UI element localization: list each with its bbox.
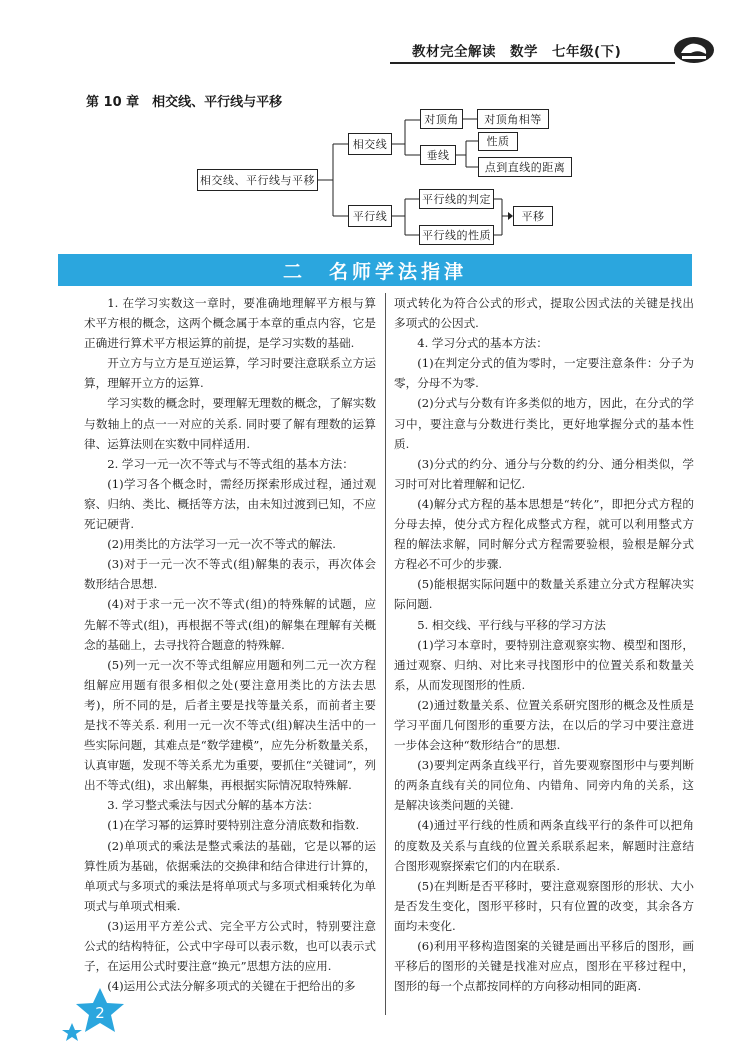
concept-translation: 平移 <box>513 206 553 226</box>
paragraph: (3)要判定两条直线平行，首先要观察图形中与要判断的两条直线有关的同位角、内错角、同旁内角的关系，这是解决该类问题的关键. <box>394 758 694 813</box>
paragraph: 5. 相交线、平行线与平移的学习方法 <box>417 617 606 632</box>
concept-vertical-angles-equal: 对顶角相等 <box>477 109 549 129</box>
paragraph: 1. 在学习实数这一章时，要准确地理解平方根与算术平方根的概念，这两个概念属于本章的重点内容，它是正确进行算术平方根运算的前提，是学习实数的基础. <box>84 296 376 351</box>
right-text-column <box>394 293 694 996</box>
concept-intersecting-lines: 相交线 <box>348 133 392 155</box>
page-number-star-icon <box>58 985 138 1045</box>
paragraph: (4)通过平行线的性质和两条直线平行的条件可以把角的度数及关系与直线的位置关系联系起来，解题时注意结合图形观察探索它们的内在联系. <box>394 818 694 873</box>
paragraph: (5)在判断是否平移时，要注意观察图形的形状、大小是否发生变化，图形平移时，只有位置的改变，其余各方面均未变化. <box>394 878 694 933</box>
paragraph: (1)在学习幂的运算时要特别注意分清底数和指数. <box>107 818 360 833</box>
paragraph: (3)分式的约分、通分与分数的约分、通分相类似，学习时可对比着理解和记忆. <box>394 456 694 491</box>
paragraph: 4. 学习分式的基本方法： <box>417 336 548 351</box>
paragraph: 开立方与立方是互逆运算，学习时要注意联系立方运算，理解开立方的运算. <box>84 356 376 391</box>
concept-parallel-lines: 平行线 <box>348 205 392 227</box>
concept-perpendicular: 垂线 <box>420 145 456 165</box>
paragraph: (5)能根据实际问题中的数量关系建立分式方程解决实际问题. <box>394 577 694 612</box>
paragraph: 项式转化为符合公式的形式，提取公因式法的关键是找出多项式的公因式. <box>394 296 694 331</box>
paragraph: (1)学习本章时，要特别注意观察实物、模型和图形，通过观察、归纳、对比来寻找图形中的位置关系和数量关系，从而发现图形的性质. <box>394 637 694 692</box>
paragraph: (4)运用公式法分解多项式的关键在于把给出的多 <box>107 979 356 994</box>
concept-point-line-distance: 点到直线的距离 <box>478 157 572 177</box>
left-text-column <box>84 293 376 996</box>
paragraph: (2)用类比的方法学习一元一次不等式的解法. <box>107 537 336 552</box>
concept-root: 相交线、平行线与平移 <box>197 169 318 191</box>
paragraph: 学习实数的概念时，要理解无理数的概念，了解实数与数轴上的点一一对应的关系. 同时要了解有理数的运算律、运算法则在实数中同样适用. <box>84 396 376 451</box>
concept-property: 性质 <box>478 132 518 151</box>
paragraph: (1)在判定分式的值为零时，一定要注意条件：分子为零，分母不为零. <box>394 356 694 391</box>
paragraph: (2)单项式的乘法是整式乘法的基础，它是以幂的运算性质为基础，依据乘法的交换律和结合律进行计算的，单项式与多项式的乘法是将单项式与多项式相乘转化为单项式与单项式相乘. <box>84 838 376 913</box>
paragraph: (1)学习各个概念时，需经历探索形成过程，通过观察、归纳、类比、概括等方法，由未知过渡到已知，不应死记硬背. <box>84 476 376 532</box>
paragraph: (2)通过数量关系、位置关系研究图形的概念及性质是学习平面几何图形的重要方法，在以后的学习中要注意进一步体会这种“数形结合”的思想. <box>394 697 694 753</box>
paragraph: (5)列一元一次不等式组解应用题和列二元一次方程组解应用题有很多相似之处(要注意用类比的方法去思考)，所不同的是，后者主要是找等量关系，而前者主要是找不等关系. 利用一元一次不等式(组)解决生活中的一些实际问题，其难点是“数学建模”，应先分析数量关系，认真审题，发现不等关系尤为重要，要抓住“关键词”，列出不等式(组)，求出解集，再根据实际情况取特殊解. <box>84 657 376 793</box>
paragraph: (4)对于求一元一次不等式(组)的特殊解的试题，应先解不等式(组)，再根据不等式(组)的解集在理解有关概念的基础上，去寻找符合题意的特殊解. <box>84 597 376 652</box>
concept-parallel-properties: 平行线的性质 <box>419 225 494 245</box>
section-banner-title: 二 名师学法指津 <box>282 260 467 283</box>
concept-parallel-criteria: 平行线的判定 <box>419 189 494 209</box>
paragraph: (3)对于一元一次不等式(组)解集的表示，再次体会数形结合思想. <box>84 557 376 592</box>
chapter-title: 第 10 章 相交线、平行线与平移 <box>86 95 283 110</box>
page-number: 2 <box>95 1004 105 1022</box>
concept-vertical-angles: 对顶角 <box>420 109 463 129</box>
paragraph: (4)解分式方程的基本思想是“转化”，即把分式方程的分母去掉，使分式方程化成整式方程，就可以利用整式方程的解法求解，同时解分式方程需要验根，验根是解分式方程必不可少的步骤. <box>394 496 694 572</box>
running-header-title: 教材完全解读 数学 七年级(下) <box>412 44 622 60</box>
paragraph: (2)分式与分数有许多类似的地方，因此，在分式的学习中，要注意与分数进行类比，更好地掌握分式的基本性质. <box>394 396 694 451</box>
column-divider <box>385 293 386 1015</box>
paragraph: (3)运用平方差公式、完全平方公式时，特别要注意公式的结构特征，公式中字母可以表示数，也可以表示式子，在运用公式时要注意“换元”思想方法的应用. <box>84 918 376 974</box>
paragraph: 3. 学习整式乘法与因式分解的基本方法： <box>107 798 320 813</box>
paragraph: 2. 学习一元一次不等式与不等式组的基本方法： <box>107 456 354 471</box>
paragraph: (6)利用平移构造图案的关键是画出平移后的图形，画平移后的图形的关键是找准对应点，图形在平移过程中，图形的每一个点都按同样的方向移动相同的距离. <box>394 939 694 994</box>
